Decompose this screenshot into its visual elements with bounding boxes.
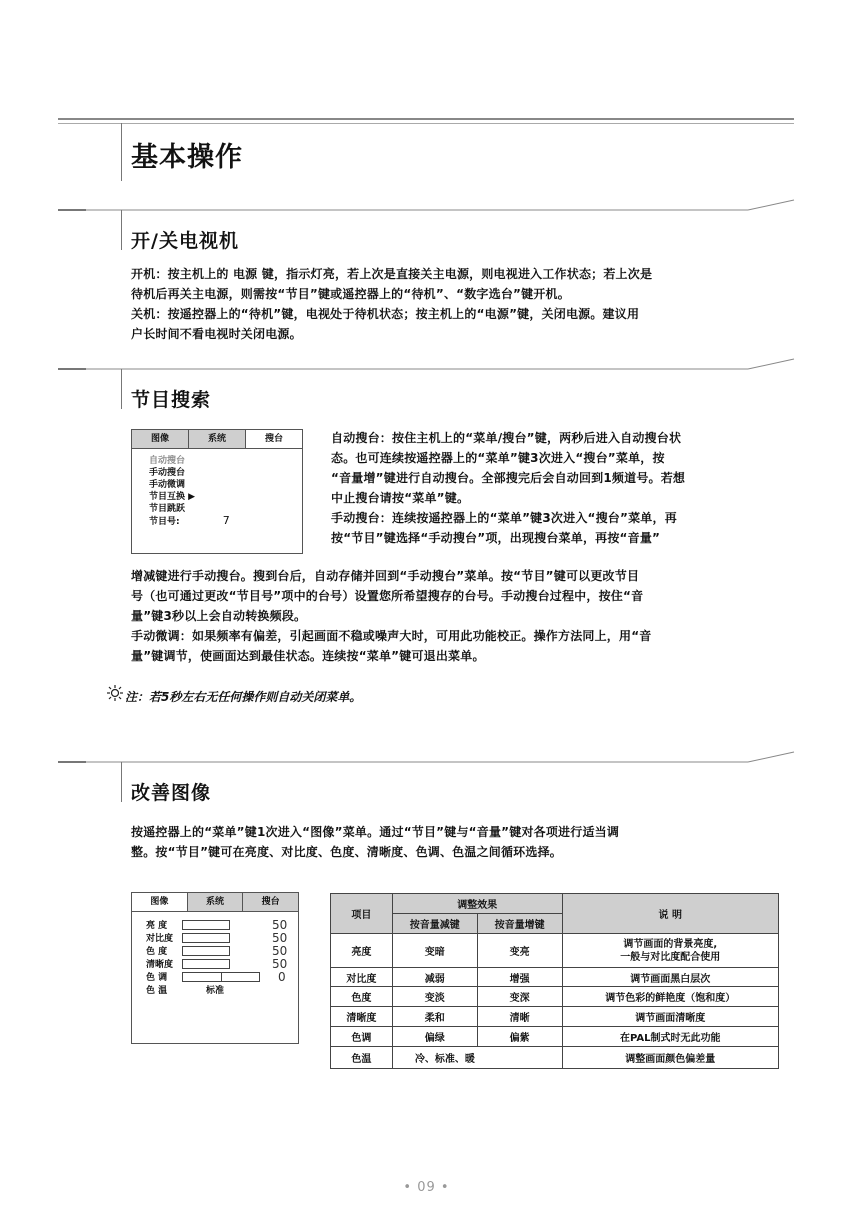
text-line: 量”键调节，使画面达到最佳状态。连续按“菜单”键可退出菜单。 [131, 649, 485, 663]
tab-system: 系统 [188, 893, 244, 911]
picture-menu-screen [131, 892, 299, 1044]
section-bar-2 [121, 369, 122, 409]
page-number: • 09 • [403, 1180, 450, 1195]
section-heading-power: 开/关电视机 [131, 230, 239, 252]
menu-item: 手动搜台 [149, 468, 186, 478]
text-line: 待机后再关主电源，则需按“节目”键或遥控器上的“待机”、“数字选台”键开机。 [131, 287, 570, 301]
level-bar [182, 972, 260, 982]
menu-tabs [132, 430, 302, 449]
level-bar [182, 959, 230, 969]
table-row: 对比度 减弱 增强 调节画面黑白层次 [331, 968, 779, 987]
text-line: 按遥控器上的“菜单”键1次进入“图像”菜单。通过“节目”键与“音量”键对各项进行适当调 [131, 825, 620, 839]
tab-picture: 图像 [132, 893, 188, 911]
table-row: 色调 偏绿 偏紫 在PAL制式时无此功能 [331, 1027, 779, 1047]
section-bar-3 [121, 762, 122, 802]
menu-item-program: 节目号: 7 [149, 514, 230, 527]
tab-system: 系统 [189, 430, 246, 448]
setting-row-sharpness: 清晰度 50 [146, 956, 288, 971]
setting-row-tint: 色 调 0 [146, 969, 286, 984]
setting-row-brightness: 亮 度 50 [146, 917, 288, 932]
header-volume-down: 按音量减键 [392, 914, 477, 934]
picture-paragraph [131, 822, 793, 862]
section-divider-3 [58, 748, 798, 768]
section-bar-1 [121, 210, 122, 250]
text-line: 户长时间不看电视时关闭电源。 [131, 327, 302, 341]
section-divider-2 [58, 355, 798, 375]
section-heading-search: 节目搜索 [131, 389, 212, 411]
table-row: 亮度 变暗 变亮 调节画面的背景亮度, 一般与对比度配合使用 [331, 934, 779, 968]
section-heading-picture: 改善图像 [131, 782, 212, 804]
menu-tabs [132, 893, 298, 912]
top-rule-thin [58, 123, 794, 124]
menu-item: 自动搜台 [149, 456, 186, 466]
top-rule [58, 118, 794, 120]
table-row: 色度 变淡 变深 调节色彩的鲜艳度（饱和度） [331, 987, 779, 1007]
level-bar [182, 933, 230, 943]
table-row: 清晰度 柔和 清晰 调节画面清晰度 [331, 1007, 779, 1027]
adjustment-table [330, 893, 779, 1069]
text-line: 手动搜台：连续按遥控器上的“菜单”键3次进入“搜台”菜单，再 [331, 511, 677, 525]
power-paragraph [131, 264, 791, 344]
title-bar [121, 123, 122, 181]
search-menu-screen [131, 429, 303, 554]
setting-row-color: 色 度 50 [146, 943, 288, 958]
text-line: 自动搜台：按住主机上的“菜单/搜台”键，两秒后进入自动搜台状 [331, 431, 682, 445]
search-full-paragraph [131, 566, 793, 666]
menu-item: 节目互换 ▶ [149, 492, 196, 502]
text-line: 关机：按遥控器上的“待机”键，电视处于待机状态；按主机上的“电源”键，关闭电源。建议用 [131, 307, 640, 321]
table-row: 色温 冷、标准、暖 调整画面颜色偏差量 [331, 1047, 779, 1069]
page-title: 基本操作 [131, 142, 243, 173]
menu-item-list [132, 449, 302, 528]
picture-settings-list [132, 912, 298, 996]
level-bar [182, 946, 230, 956]
lightbulb-icon [106, 684, 124, 702]
search-side-paragraph [331, 428, 793, 548]
text-line: 开机：按主机上的 电源 键，指示灯亮，若上次是直接关主电源，则电视进入工作状态；若上次是 [131, 267, 653, 281]
text-line: 整。按“节目”键可在亮度、对比度、色度、清晰度、色调、色温之间循环选择。 [131, 845, 562, 859]
text-line: 号（也可通过更改“节目号”项中的台号）设置您所希望搜存的台号。手动搜台过程中，按住“音 [131, 589, 644, 603]
program-number: 7 [222, 514, 230, 527]
text-line: 手动微调：如果频率有偏差，引起画面不稳或噪声大时，可用此功能校正。操作方法同上，用“音 [131, 629, 652, 643]
level-bar [182, 920, 230, 930]
menu-item: 节目跳跃 [149, 504, 186, 514]
text-line: 量”键3秒以上会自动转换频段。 [131, 609, 307, 623]
setting-row-contrast: 对比度 50 [146, 930, 288, 945]
header-volume-up: 按音量增键 [477, 914, 562, 934]
section-divider-1 [58, 196, 798, 216]
tab-search: 搜台 [243, 893, 298, 911]
tab-picture: 图像 [132, 430, 189, 448]
header-item: 项目 [331, 894, 393, 934]
text-line: 按“节目”键选择“手动搜台”项，出现搜台菜单，再按“音量” [331, 531, 661, 545]
header-effect: 调整效果 [392, 894, 562, 914]
menu-timeout-note: 注：若5秒左右无任何操作则自动关闭菜单。 [125, 690, 362, 704]
header-description: 说 明 [562, 894, 778, 934]
text-line: “音量增”键进行自动搜台。全部搜完后会自动回到1频道号。若想 [331, 471, 686, 485]
setting-row-color-temp: 色 温 标准 [146, 986, 225, 996]
text-line: 态。也可连续按遥控器上的“菜单”键3次进入“搜台”菜单，按 [331, 451, 665, 465]
text-line: 中止搜台请按“菜单”键。 [331, 491, 470, 505]
tab-search: 搜台 [264, 434, 283, 444]
menu-item: 手动微调 [149, 480, 186, 490]
text-line: 增减键进行手动搜台。搜到台后，自动存储并回到“手动搜台”菜单。按“节目”键可以更改节目 [131, 569, 640, 583]
